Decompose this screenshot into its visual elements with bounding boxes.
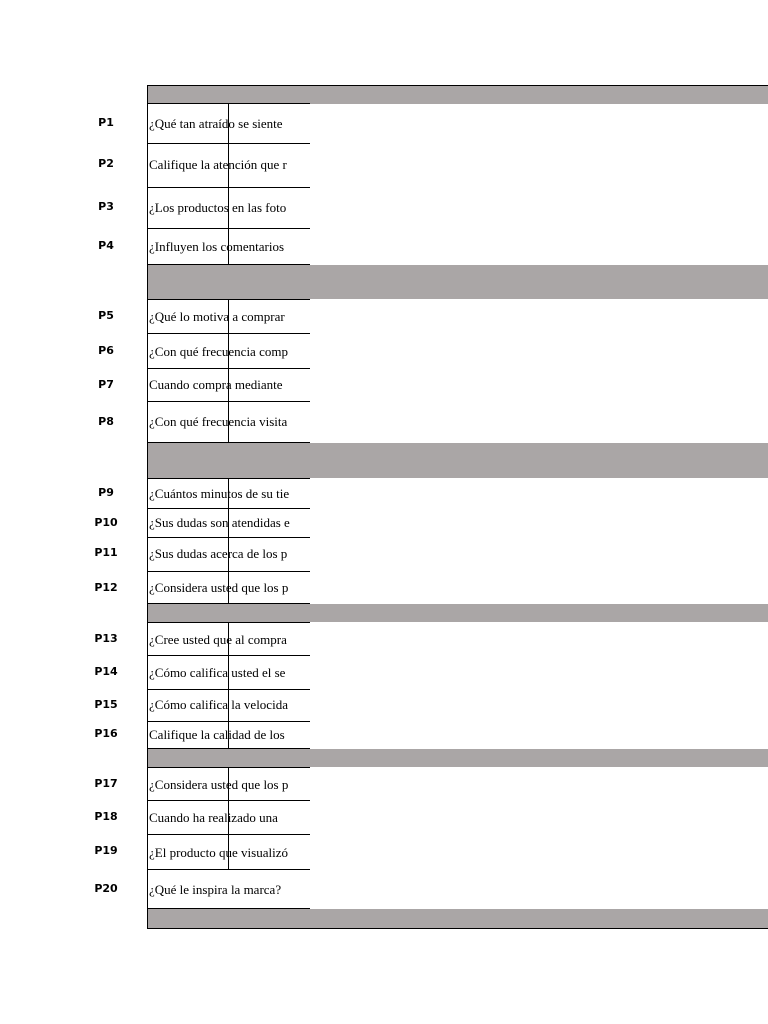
row-divider: [147, 228, 310, 229]
question-cell[interactable]: ¿Considera usted que los p: [149, 777, 289, 792]
section-band-4: [147, 604, 768, 622]
row-label: P18: [94, 810, 118, 823]
section-band-3: [147, 443, 768, 478]
section-band-6: [147, 909, 768, 929]
row-divider: [147, 571, 310, 572]
row-label: P15: [94, 698, 118, 711]
row-label: P6: [98, 344, 114, 357]
row-label: P11: [94, 546, 118, 559]
row-label: P14: [94, 665, 118, 678]
question-cell[interactable]: ¿Cree usted que al compra: [149, 632, 287, 647]
row-label: P8: [98, 415, 114, 428]
row-label: P13: [94, 632, 118, 645]
question-cell[interactable]: ¿Influyen los comentarios: [149, 239, 285, 254]
question-cell[interactable]: ¿Cómo califica usted el se: [149, 665, 286, 680]
question-cell[interactable]: ¿Con qué frecuencia comp: [149, 344, 288, 359]
question-cell[interactable]: Califique la atención que r: [149, 157, 287, 172]
row-divider: [147, 721, 310, 722]
row-label: P3: [98, 200, 114, 213]
row-label: P1: [98, 116, 114, 129]
row-label: P2: [98, 157, 114, 170]
section-band-2: [147, 265, 768, 299]
question-cell[interactable]: Cuando compra mediante: [149, 377, 283, 392]
question-cell[interactable]: ¿Considera usted que los p: [149, 580, 289, 595]
row-label: P17: [94, 777, 118, 790]
row-label: P19: [94, 844, 118, 857]
row-divider: [147, 333, 310, 334]
question-cell[interactable]: ¿Los productos en las foto: [149, 200, 287, 215]
row-divider: [147, 869, 310, 870]
row-label: P7: [98, 378, 114, 391]
question-cell[interactable]: ¿Con qué frecuencia visita: [149, 414, 288, 429]
row-label: P4: [98, 239, 114, 252]
row-divider: [147, 655, 310, 656]
question-cell[interactable]: Cuando ha realizado una: [149, 810, 278, 825]
row-divider: [147, 800, 310, 801]
section-band-1: [147, 85, 768, 104]
row-divider: [147, 834, 310, 835]
row-label: P20: [94, 882, 118, 895]
row-divider: [147, 187, 310, 188]
row-divider: [147, 368, 310, 369]
row-divider: [147, 508, 310, 509]
question-cell[interactable]: ¿Cuántos minutos de su tie: [149, 486, 290, 501]
row-divider: [147, 537, 310, 538]
row-label: P9: [98, 486, 114, 499]
question-cell[interactable]: ¿Sus dudas son atendidas e: [149, 515, 290, 530]
question-cell[interactable]: ¿Sus dudas acerca de los p: [149, 546, 288, 561]
row-divider: [147, 143, 310, 144]
question-cell[interactable]: ¿El producto que visualizó: [149, 845, 288, 860]
question-cell[interactable]: ¿Qué le inspira la marca?: [149, 882, 282, 897]
row-divider: [147, 401, 310, 402]
question-cell[interactable]: ¿Qué lo motiva a comprar: [149, 309, 285, 324]
question-cell[interactable]: ¿Qué tan atraído se siente: [149, 116, 283, 131]
row-label: P12: [94, 581, 118, 594]
section-band-5: [147, 749, 768, 767]
row-label: P10: [94, 516, 118, 529]
row-divider: [147, 689, 310, 690]
row-label: P16: [94, 727, 118, 740]
question-cell[interactable]: ¿Cómo califica la velocida: [149, 697, 288, 712]
row-label: P5: [98, 309, 114, 322]
question-cell[interactable]: Califique la calidad de los: [149, 727, 285, 742]
